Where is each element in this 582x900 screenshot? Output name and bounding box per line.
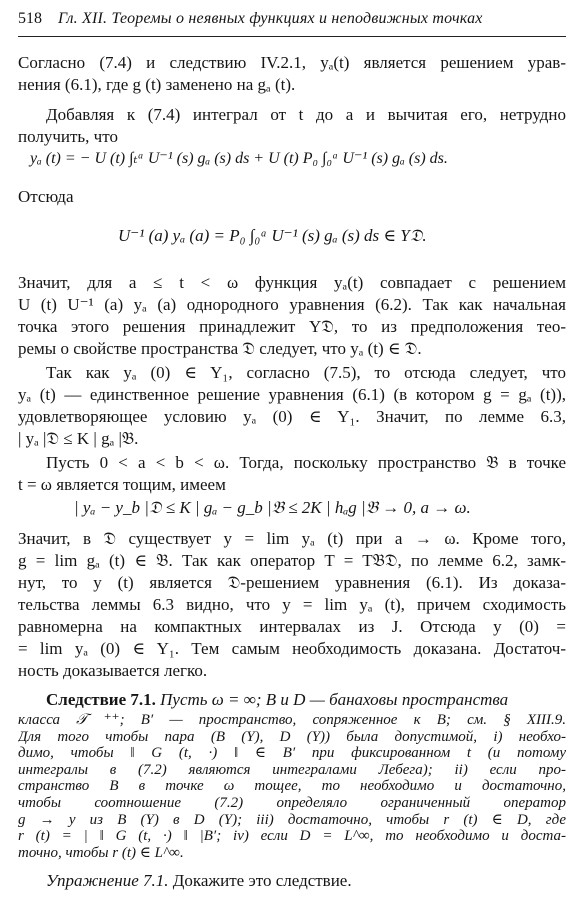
- formula-display: yₐ (t) = − U (t) ∫ₜᵃ U⁻¹ (s) gₐ (s) ds + U (t) P₀ ∫₀ᵃ U⁻¹ (s) gₐ (s) ds.: [30, 150, 448, 167]
- formula-display: | yₐ − y_b |𝔇 ≤ K | gₐ − g_b |𝔅 ≤ 2K | hₐg |𝔅 → 0, a → ω.: [74, 498, 471, 517]
- exercise-text: Докажите это следствие.: [172, 871, 352, 891]
- text-line: U (t) U⁻¹ (a) yₐ (a) однородного уравнения (6.2). Так как начальная: [18, 295, 566, 314]
- corollary-line: Для того чтобы пара (B (Y), D (Y)) была допустимой, i) необхо-: [18, 728, 566, 745]
- text-line: удовлетворяющее условию yₐ (0) ∈ Y₁. Значит, по лемме 6.3,: [18, 407, 566, 426]
- text-line: yₐ (t) — единственное решение уравнения (6.1) (в котором g = gₐ (t)),: [18, 385, 566, 404]
- text-line: ность доказывается легко.: [18, 661, 208, 680]
- corollary-line: класса 𝒯 ⁺⁺; B′ — пространство, сопряженное к B; см. § XIII.9.: [18, 712, 566, 728]
- corollary-line: странство B в точке ω тощее, то необходимо и достаточно,: [18, 778, 566, 795]
- text-line: нения (6.1), где g (t) заменено на gₐ (t).: [18, 75, 296, 94]
- text-line: Согласно (7.4) и следствию IV.2.1, yₐ(t) является решением урав-: [18, 53, 566, 72]
- corollary-heading: [46, 690, 566, 710]
- corollary-line: g → y из B (Y) в D (Y); iii) достаточно, чтобы r (t) ∈ D, где: [18, 811, 566, 828]
- text-line: точка этого решения принадлежит Y𝔇, то из предположения тео-: [18, 317, 566, 336]
- text-line: Значит, в 𝔇 существует y = lim yₐ (t) при a → ω. Кроме того,: [18, 529, 566, 548]
- formula-display: U⁻¹ (a) yₐ (a) = P₀ ∫₀ᵃ U⁻¹ (s) gₐ (s) ds ∈ Y𝔇.: [118, 226, 427, 245]
- exercise-label: Упражнение 7.1.: [46, 871, 169, 891]
- corollary-label: Следствие 7.1.: [46, 690, 156, 709]
- text-line: тельства леммы 6.3 видно, что y = lim yₐ (t), причем сходимость: [18, 595, 566, 614]
- text-line: ремы о свойстве пространства 𝔇 следует, что yₐ (t) ∈ 𝔇.: [18, 339, 422, 358]
- text-line: | yₐ |𝔇 ≤ K | gₐ |𝔅.: [18, 429, 139, 448]
- exercise: [46, 871, 352, 891]
- corollary-line: r (t) = | ‖ G (t, ·) ‖ |B′; iv) если D = L^∞, то необходимо и доста-: [18, 828, 566, 845]
- header-rule: [18, 36, 566, 37]
- text-line: получить, что: [18, 127, 118, 146]
- running-title: Гл. XII. Теоремы о неявных функциях и неподвижных точках: [58, 10, 483, 27]
- corollary-text: Пусть ω = ∞; B и D — банаховы пространства: [160, 690, 509, 709]
- text-line: Добавляя к (7.4) интеграл от t до a и вычитая его, нетрудно: [46, 105, 566, 124]
- page-number: 518: [18, 10, 42, 27]
- corollary-line: чтобы соотношение (7.2) определяло ограниченный оператор: [18, 795, 566, 811]
- text-line: Пусть 0 < a < b < ω. Тогда, поскольку пространство 𝔅 в точке: [46, 453, 566, 472]
- corollary-line: интегралы в (7.2) являются интегралами Лебега); ii) если про-: [18, 761, 566, 778]
- text-line: Так как yₐ (0) ∈ Y₁, согласно (7.5), то отсюда следует, что: [46, 363, 566, 382]
- text-line: равномерна на компактных интервалах из J. Отсюда y (0) =: [18, 617, 566, 636]
- text-line: Значит, для a ≤ t < ω функция yₐ(t) совпадает с решением: [18, 273, 566, 292]
- text-line: Отсюда: [18, 187, 74, 206]
- corollary-line: димо, чтобы ‖ G (t, ·) ‖ ∈ B′ при фиксированном t (и потому: [18, 745, 566, 762]
- text-line: t = ω является тощим, имеем: [18, 475, 226, 494]
- text-line: = lim yₐ (0) ∈ Y₁. Тем самым необходимость доказана. Достаточ-: [18, 639, 566, 658]
- text-line: нут, то y (t) является 𝔇-решением уравнения (6.1). Из доказа-: [18, 573, 566, 592]
- corollary-line: точно, чтобы r (t) ∈ L^∞.: [18, 844, 184, 861]
- text-line: g = lim gₐ (t) ∈ 𝔅. Так как оператор T = T𝔅𝔇, по лемме 6.2, замк-: [18, 551, 566, 570]
